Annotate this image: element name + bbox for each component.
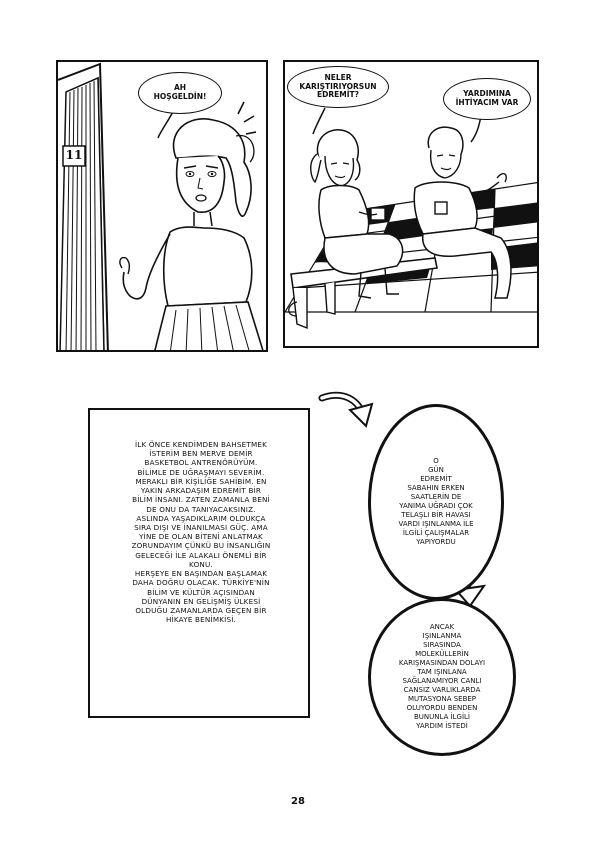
narration-box — [88, 408, 310, 718]
speech-bubble-greeting: AH HOŞGELDİN! — [138, 72, 222, 114]
caption-circle-2-text: ANCAK IŞINLANMA SIRASINDA MOLEKÜLLERİN KARIŞMASINDAN DOLAYI TAM IŞINLANA SAĞLANAMIYOR CANLI CANSIZ VARLIKLARDA MUTASYONA SEBEP OLUYORDU BENDEN BUNUNLA İLGİLİ YARDIM İSTEDİ — [398, 623, 486, 730]
comic-panel-door — [56, 60, 268, 352]
caption-circle-1-text: O GÜN EDREMİT SABAHIN ERKEN SAATLERİN DE YANIMA UĞRADI ÇOK TELAŞLI BİR HAVASI VARDI IŞINLANMA İLE İLGİLİ ÇALIŞMALAR YAPIYORDU — [398, 457, 474, 546]
caption-circle-1 — [368, 404, 504, 600]
narration-text: İLK ÖNCE KENDİMDEN BAHSETMEK İSTERİM BEN MERVE DEMİR BASKETBOL ANTRENÖRÜYÜM. BİLİMLE DE UĞRAŞMAYI SEVERİM. MERAKLI BİR KİŞİLİĞE SAHİBİM. EN YAKIN ARKADAŞIM EDREMİT BİR BİLİM İNSANI. ZATEN ZAMANLA BENİ DE ONU DA TANIYACAKSINIZ. ASLINDA YAŞADIKLARIM OLDUKÇA SIRA DIŞI VE İNANILMASI GÜÇ. AMA YİNE DE OLAN BİTENİ ANLATMAK ZORUNDAYIM ÇÜNKÜ BU İNSANLIĞIN GELECEĞİ İLE ALAKALI ÖNEMLİ BİR KONU. HERŞEYE EN BAŞINDAN BAŞLAMAK DAHA DOĞRU OLACAK. TÜRKİYE'NİN BİLİM VE KÜLTÜR AÇISINDAN DÜNYANIN EN GELİŞMİŞ ÜLKESİ OLDUĞU ZAMANLARDA GEÇEN BİR HİKAYE BENİMKİSİ. — [131, 440, 271, 625]
page-number: 28 — [291, 796, 305, 807]
caption-circle-2 — [368, 598, 516, 756]
comic-panel-bench — [283, 60, 539, 348]
curved-arrow-icon — [322, 395, 372, 426]
door-number: 11 — [65, 148, 83, 162]
speech-bubble-help: YARDIMINA İHTİYACIM VAR — [443, 78, 531, 120]
speech-bubble-question: NELER KARIŞTIRIYORSUN EDREMİT? — [287, 66, 389, 108]
